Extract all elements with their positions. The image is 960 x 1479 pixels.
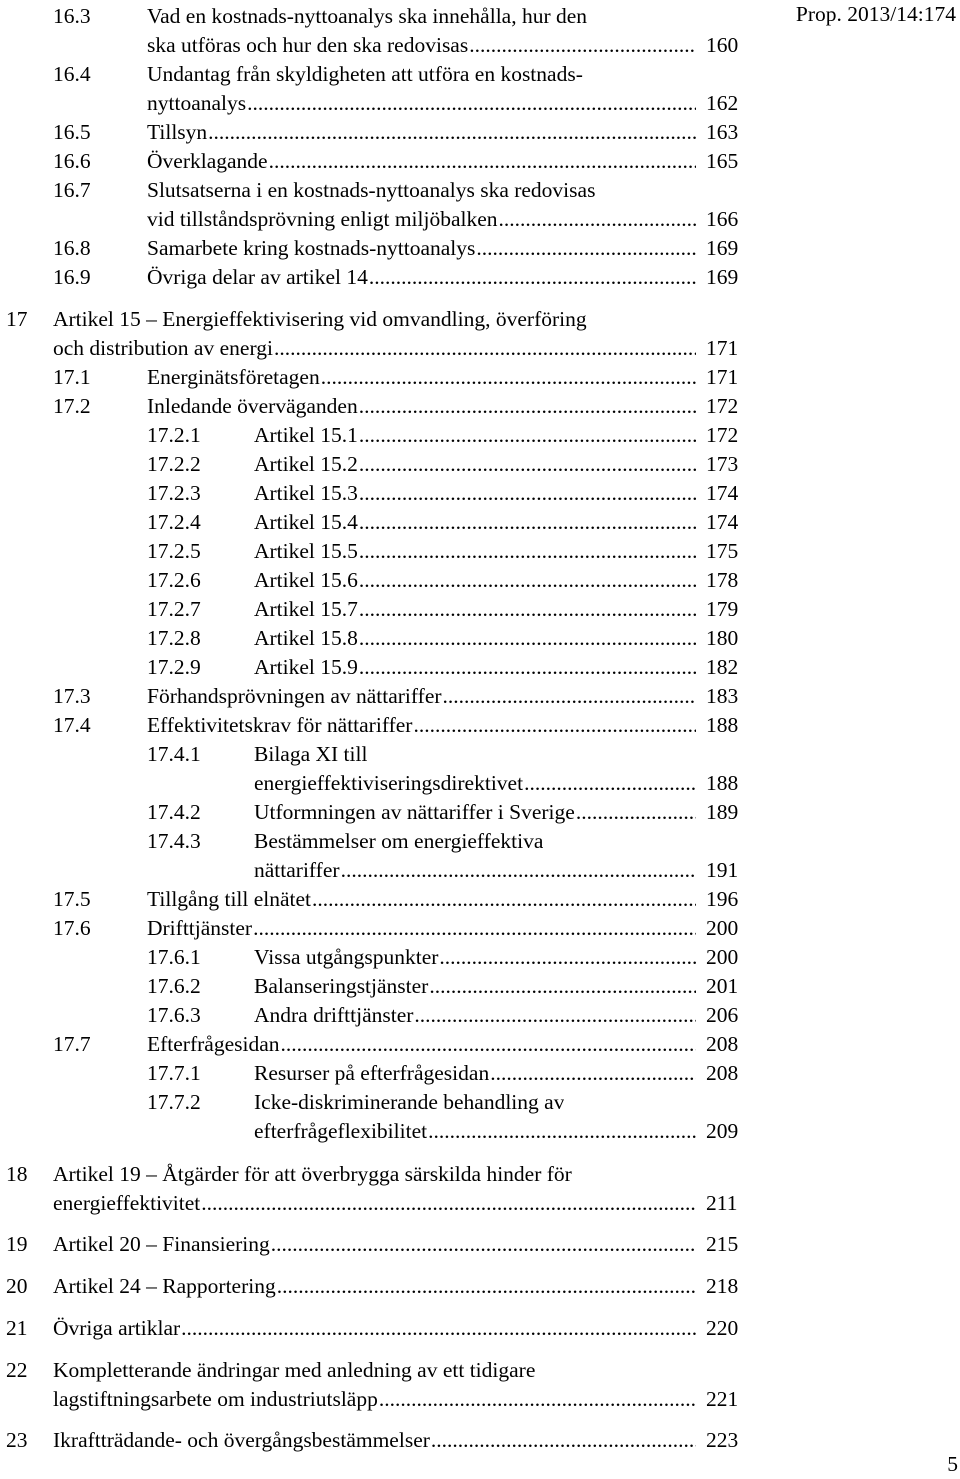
toc-entry-title: Bilaga XI till <box>254 742 368 766</box>
toc-entry-number: 18 <box>6 1162 28 1186</box>
toc-entry-page: 200 <box>706 916 739 940</box>
dot-leader <box>359 450 696 479</box>
dot-leader <box>469 31 696 60</box>
toc-entry-number: 17.2.7 <box>147 597 201 621</box>
dot-leader <box>269 147 696 176</box>
toc-entry-title: Energinätsföretagen <box>147 365 320 389</box>
toc-entry-line[interactable] <box>0 1356 960 1385</box>
dot-leader <box>443 682 696 711</box>
toc-entry-title: nättariffer <box>254 858 340 882</box>
toc-entry-page: 183 <box>706 684 739 708</box>
toc-entry-line[interactable] <box>0 1314 960 1343</box>
toc-entry-title: Andra drifttjänster <box>254 1003 414 1027</box>
dot-leader <box>341 856 696 885</box>
toc-entry-page: 169 <box>706 236 739 260</box>
toc-entry-number: 16.5 <box>53 120 91 144</box>
toc-entry-page: 200 <box>706 945 739 969</box>
toc-entry-line[interactable] <box>0 914 960 943</box>
toc-entry-title: Kompletterande ändringar med anledning av ett tidigare <box>53 1358 536 1382</box>
toc-entry-number: 17.4.3 <box>147 829 201 853</box>
toc-entry-title: Utformningen av nättariffer i Sverige <box>254 800 575 824</box>
dot-leader <box>359 392 696 421</box>
toc-entry-number: 17.2.4 <box>147 510 201 534</box>
toc-entry-number: 17.4.1 <box>147 742 201 766</box>
toc-entry-line[interactable] <box>0 1272 960 1301</box>
toc-entry-title: Drifttjänster <box>147 916 253 940</box>
toc-entry-title: Artikel 20 – Finansiering <box>53 1232 270 1256</box>
toc-entry-page: 180 <box>706 626 739 650</box>
toc-entry-title: vid tillståndsprövning enligt miljöbalken <box>147 207 498 231</box>
toc-entry-title: Förhandsprövningen av nättariffer <box>147 684 442 708</box>
toc-entry-title: nyttoanalys <box>147 91 247 115</box>
toc-entry-page: 162 <box>706 91 739 115</box>
toc-entry-line[interactable] <box>0 740 960 769</box>
toc-entry-line[interactable] <box>0 1117 960 1146</box>
toc-entry-title: Artikel 15.8 <box>254 626 358 650</box>
toc-entry-number: 17 <box>6 307 28 331</box>
toc-entry-page: 166 <box>706 207 739 231</box>
toc-entry-line[interactable] <box>0 508 960 537</box>
toc-entry-line[interactable] <box>0 89 960 118</box>
toc-entry-page: 188 <box>706 771 739 795</box>
toc-entry-title: Vad en kostnads-nyttoanalys ska innehålla, hur den <box>147 4 588 28</box>
toc-entry-page: 163 <box>706 120 739 144</box>
toc-entry-line[interactable] <box>0 682 960 711</box>
toc-entry-line[interactable] <box>0 769 960 798</box>
toc-entry-number: 17.6.2 <box>147 974 201 998</box>
toc-entry-line[interactable] <box>0 176 960 205</box>
toc-entry-page: 196 <box>706 887 739 911</box>
toc-entry-title: Slutsatserna i en kostnads-nyttoanalys ska redovisas <box>147 178 596 202</box>
toc-entry-number: 17.7.2 <box>147 1090 201 1114</box>
dot-leader <box>359 508 696 537</box>
toc-entry-title: energieffektivitet <box>53 1191 201 1215</box>
toc-entry-title: Artikel 15.4 <box>254 510 358 534</box>
dot-leader <box>499 205 696 234</box>
toc-entry-title: Resurser på efterfrågesidan <box>254 1061 490 1085</box>
dot-leader <box>413 711 696 740</box>
toc-entry-title: Artikel 15.1 <box>254 423 358 447</box>
dot-leader <box>369 263 696 292</box>
toc-entry-title: Artikel 15.7 <box>254 597 358 621</box>
toc-entry-title: Balanseringstjänster <box>254 974 429 998</box>
dot-leader <box>312 885 696 914</box>
dot-leader <box>201 1189 696 1218</box>
toc-entry-title: Samarbete kring kostnads-nyttoanalys <box>147 236 476 260</box>
toc-entry-line[interactable] <box>0 2 960 31</box>
toc-entry-title: Artikel 15.5 <box>254 539 358 563</box>
toc-entry-line[interactable] <box>0 479 960 508</box>
toc-entry-line[interactable] <box>0 1230 960 1259</box>
toc-entry-page: 174 <box>706 481 739 505</box>
toc-entry-page: 221 <box>706 1387 739 1411</box>
toc-entry-number: 17.2.8 <box>147 626 201 650</box>
toc-entry-page: 188 <box>706 713 739 737</box>
toc-entry-number: 17.7.1 <box>147 1061 201 1085</box>
toc-entry-title: Artikel 15.9 <box>254 655 358 679</box>
toc-entry-line[interactable] <box>0 205 960 234</box>
toc-entry-number: 17.1 <box>53 365 91 389</box>
toc-entry-page: 171 <box>706 365 739 389</box>
toc-entry-line[interactable] <box>0 147 960 176</box>
toc-entry-line[interactable] <box>0 653 960 682</box>
toc-entry-line[interactable] <box>0 1189 960 1218</box>
toc-entry-number: 17.2.9 <box>147 655 201 679</box>
toc-entry-title: ska utföras och hur den ska redovisas <box>147 33 469 57</box>
toc-entry-line[interactable] <box>0 943 960 972</box>
toc-entry-line[interactable] <box>0 305 960 334</box>
toc-entry-line[interactable] <box>0 856 960 885</box>
toc-entry-line[interactable] <box>0 450 960 479</box>
toc-entry-page: 189 <box>706 800 739 824</box>
dot-leader <box>429 972 696 1001</box>
toc-entry-page: 182 <box>706 655 739 679</box>
toc-entry-title: Bestämmelser om energieffektiva <box>254 829 544 853</box>
toc-entry-page: 191 <box>706 858 739 882</box>
dot-leader <box>476 234 696 263</box>
toc-entry-title: lagstiftningsarbete om industriutsläpp <box>53 1387 378 1411</box>
toc-entry-number: 19 <box>6 1232 28 1256</box>
toc-entry-title: Artikel 15 – Energieffektivisering vid omvandling, överföring <box>53 307 587 331</box>
dot-leader <box>576 798 696 827</box>
toc-entry-line[interactable] <box>0 537 960 566</box>
toc-entry-line[interactable] <box>0 1160 960 1189</box>
toc-entry-title: energieffektiviseringsdirektivet <box>254 771 524 795</box>
toc-entry-line[interactable] <box>0 1426 960 1455</box>
toc-entry-title: Överklagande <box>147 149 268 173</box>
page-number: 5 <box>947 1452 958 1476</box>
toc-entry-title: Inledande överväganden <box>147 394 358 418</box>
toc-entry-line[interactable] <box>0 421 960 450</box>
toc-entry-number: 17.7 <box>53 1032 91 1056</box>
toc-entry-title: Övriga artiklar <box>53 1316 181 1340</box>
toc-entry-page: 208 <box>706 1061 739 1085</box>
toc-entry-number: 16.6 <box>53 149 91 173</box>
toc-entry-page: 208 <box>706 1032 739 1056</box>
toc-entry-number: 16.7 <box>53 178 91 202</box>
toc-entry-page: 215 <box>706 1232 739 1256</box>
toc-entry-number: 16.9 <box>53 265 91 289</box>
toc-entry-line[interactable] <box>0 566 960 595</box>
toc-entry-number: 17.2.3 <box>147 481 201 505</box>
toc-entry-title: efterfrågeflexibilitet <box>254 1119 428 1143</box>
toc-entry-page: 211 <box>706 1191 738 1215</box>
toc-entry-title: Efterfrågesidan <box>147 1032 280 1056</box>
toc-entry-line[interactable] <box>0 885 960 914</box>
dot-leader <box>431 1426 696 1455</box>
dot-leader <box>359 421 696 450</box>
dot-leader <box>321 363 696 392</box>
dot-leader <box>379 1385 696 1414</box>
dot-leader <box>428 1117 696 1146</box>
toc-entry-title: Tillgång till elnätet <box>147 887 312 911</box>
toc-entry-page: 165 <box>706 149 739 173</box>
toc-entry-number: 16.3 <box>53 4 91 28</box>
dot-leader <box>359 566 696 595</box>
toc-entry-page: 172 <box>706 423 739 447</box>
toc-entry-line[interactable] <box>0 1030 960 1059</box>
toc-entry-line[interactable] <box>0 827 960 856</box>
toc-entry-number: 17.2.5 <box>147 539 201 563</box>
toc-entry-number: 16.4 <box>53 62 91 86</box>
dot-leader <box>359 624 696 653</box>
toc-entry-page: 160 <box>706 33 739 57</box>
toc-entry-number: 16.8 <box>53 236 91 260</box>
toc-entry-title: Undantag från skyldigheten att utföra en kostnads- <box>147 62 583 86</box>
document-reference-header: Prop. 2013/14:174 <box>795 2 956 26</box>
toc-entry-page: 169 <box>706 265 739 289</box>
toc-entry-page: 220 <box>706 1316 739 1340</box>
toc-entry-title: Vissa utgångspunkter <box>254 945 439 969</box>
toc-entry-number: 17.3 <box>53 684 91 708</box>
toc-entry-title: Effektivitetskrav för nättariffer <box>147 713 413 737</box>
toc-entry-title: Artikel 15.3 <box>254 481 358 505</box>
toc-entry-title: Artikel 24 – Rapportering <box>53 1274 276 1298</box>
toc-entry-line[interactable] <box>0 60 960 89</box>
toc-entry-page: 179 <box>706 597 739 621</box>
toc-entry-line[interactable] <box>0 798 960 827</box>
toc-entry-line[interactable] <box>0 234 960 263</box>
toc-entry-page: 178 <box>706 568 739 592</box>
toc-entry-page: 174 <box>706 510 739 534</box>
dot-leader <box>281 1030 696 1059</box>
toc-entry-page: 171 <box>706 336 739 360</box>
toc-entry-line[interactable] <box>0 1059 960 1088</box>
dot-leader <box>274 334 696 363</box>
toc-entry-page: 173 <box>706 452 739 476</box>
toc-entry-page: 201 <box>706 974 739 998</box>
dot-leader <box>359 479 696 508</box>
toc-entry-page: 209 <box>706 1119 739 1143</box>
toc-entry-number: 17.4.2 <box>147 800 201 824</box>
toc-entry-number: 17.2 <box>53 394 91 418</box>
toc-entry-number: 17.6.3 <box>147 1003 201 1027</box>
dot-leader <box>524 769 696 798</box>
toc-entry-line[interactable] <box>0 334 960 363</box>
toc-entry-title: och distribution av energi <box>53 336 273 360</box>
toc-entry-number: 17.6 <box>53 916 91 940</box>
dot-leader <box>271 1230 696 1259</box>
dot-leader <box>490 1059 696 1088</box>
toc-entry-line[interactable] <box>0 363 960 392</box>
toc-entry-line[interactable] <box>0 1001 960 1030</box>
toc-entry-page: 218 <box>706 1274 739 1298</box>
toc-entry-title: Tillsyn <box>147 120 208 144</box>
toc-entry-title: Artikel 15.2 <box>254 452 358 476</box>
toc-entry-number: 17.5 <box>53 887 91 911</box>
dot-leader <box>439 943 696 972</box>
toc-entry-number: 17.4 <box>53 713 91 737</box>
toc-entry-title: Ikraftträdande- och övergångsbestämmelser <box>53 1428 430 1452</box>
toc-entry-title: Icke-diskriminerande behandling av <box>254 1090 565 1114</box>
dot-leader <box>359 595 696 624</box>
toc-entry-title: Artikel 19 – Åtgärder för att överbrygga särskilda hinder för <box>53 1162 572 1186</box>
toc-entry-page: 172 <box>706 394 739 418</box>
toc-entry-line[interactable] <box>0 1385 960 1414</box>
toc-entry-number: 17.2.2 <box>147 452 201 476</box>
toc-entry-title: Artikel 15.6 <box>254 568 358 592</box>
toc-entry-line[interactable] <box>0 624 960 653</box>
toc-entry-number: 17.2.1 <box>147 423 201 447</box>
toc-entry-page: 175 <box>706 539 739 563</box>
toc-entry-number: 17.6.1 <box>147 945 201 969</box>
toc-entry-line[interactable] <box>0 1088 960 1117</box>
dot-leader <box>414 1001 696 1030</box>
dot-leader <box>277 1272 696 1301</box>
toc-entry-line[interactable] <box>0 392 960 421</box>
toc-entry-number: 22 <box>6 1358 28 1382</box>
toc-entry-page: 206 <box>706 1003 739 1027</box>
toc-entry-line[interactable] <box>0 263 960 292</box>
dot-leader <box>181 1314 696 1343</box>
toc-entry-line[interactable] <box>0 711 960 740</box>
toc-entry-number: 20 <box>6 1274 28 1298</box>
dot-leader <box>253 914 696 943</box>
dot-leader <box>359 537 696 566</box>
toc-entry-title: Övriga delar av artikel 14 <box>147 265 368 289</box>
toc-entry-line[interactable] <box>0 118 960 147</box>
toc-entry-page: 223 <box>706 1428 739 1452</box>
toc-entry-line[interactable] <box>0 595 960 624</box>
toc-entry-line[interactable] <box>0 972 960 1001</box>
dot-leader <box>359 653 696 682</box>
toc-entry-number: 23 <box>6 1428 28 1452</box>
dot-leader <box>208 118 696 147</box>
toc-entry-line[interactable] <box>0 31 960 60</box>
dot-leader <box>247 89 696 118</box>
toc-entry-number: 21 <box>6 1316 28 1340</box>
toc-entry-number: 17.2.6 <box>147 568 201 592</box>
